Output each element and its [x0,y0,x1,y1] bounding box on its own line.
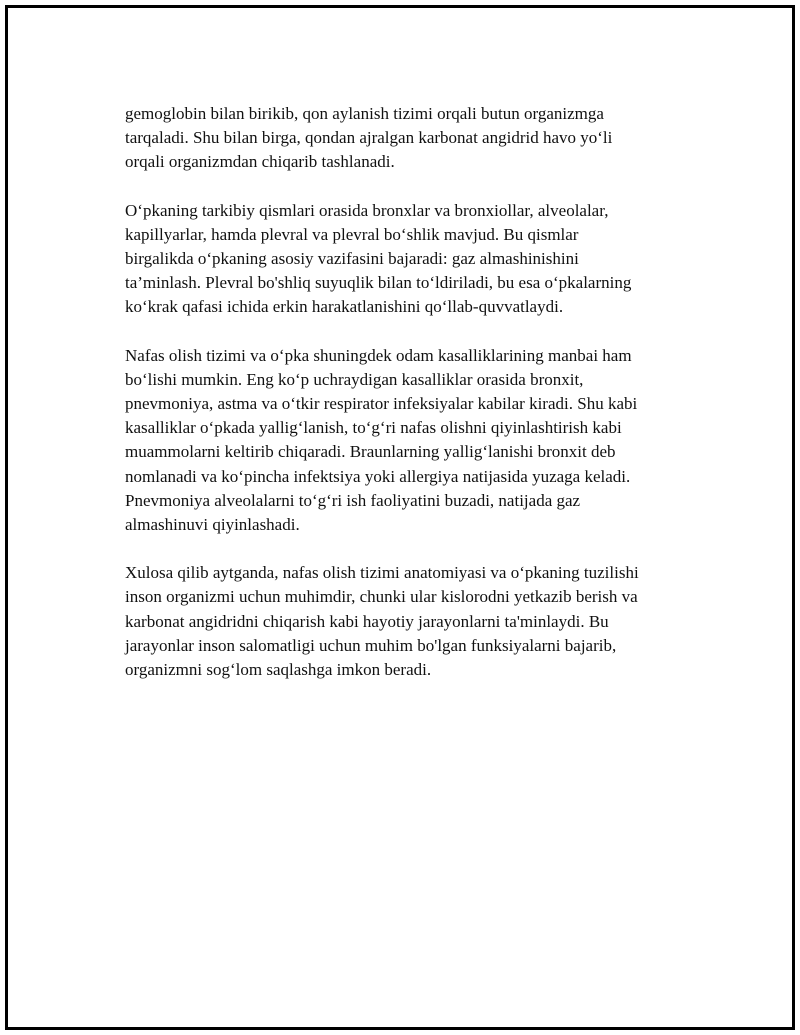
text-line: gemoglobin bilan birikib, qon aylanish tizimi orqali butun organizmga [125,104,604,123]
text-line: kapillyarlar, hamda plevral va plevral bo‘shlik mavjud. Bu qismlar [125,224,579,244]
text-line: organizmni sog‘lom saqlashga imkon beradi. [125,660,432,680]
text-line: almashinuvi qiyinlashadi. [125,515,300,535]
text-line: Nafas olish tizimi va o‘pka shuningdek odam kasalliklarining manbai ham [125,345,632,365]
paragraph-3 [125,344,705,538]
text-line: karbonat angidridni chiqarish kabi hayotiy jarayonlarni ta'minlaydi. Bu [125,611,609,631]
paragraph-4 [125,561,705,682]
text-line: O‘pkaning tarkibiy qismlari orasida bronxlar va bronxiollar, alveolalar, [125,200,609,220]
document-body [125,102,705,706]
text-line: kasalliklar o‘pkada yallig‘lanish, to‘g‘ri nafas olishni qiyinlashtirish kabi [125,418,622,438]
text-line: ko‘krak qafasi ichida erkin harakatlanishini qo‘llab-quvvatlaydi. [125,297,564,317]
text-line: birgalikda o‘pkaning asosiy vazifasini bajaradi: gaz almashinishini [125,249,579,269]
text-line: orqali organizmdan chiqarib tashlanadi. [125,152,395,172]
text-line: bo‘lishi mumkin. Eng ko‘p uchraydigan kasalliklar orasida bronxit, [125,369,584,389]
text-line: muammolarni keltirib chiqaradi. Braunlarning yallig‘lanishi bronxit deb [125,442,616,462]
page-frame [5,5,795,1030]
text-line: jarayonlar inson salomatligi uchun muhim bo'lgan funksiyalarni bajarib, [125,635,617,655]
text-line: inson organizmi uchun muhimdir, chunki ular kislorodni yetkazib berish va [125,587,638,607]
text-line: tarqaladi. Shu bilan birga, qondan ajralgan karbonat angidrid havo yo‘li [125,128,613,148]
text-line: ta’minlash. Plevral bo'shliq suyuqlik bilan to‘ldiriladi, bu esa o‘pkalarning [125,273,632,293]
text-line: Xulosa qilib aytganda, nafas olish tizimi anatomiyasi va o‘pkaning tuzilishi [125,563,639,583]
text-line: Pnevmoniya alveolalarni to‘g‘ri ish faoliyatini buzadi, natijada gaz [125,490,581,510]
paragraph-1 [125,102,705,175]
paragraph-2 [125,199,705,320]
text-line: pnevmoniya, astma va o‘tkir respirator infeksiyalar kabilar kiradi. Shu kabi [125,394,638,414]
text-line: nomlanadi va ko‘pincha infektsiya yoki allergiya natijasida yuzaga keladi. [125,466,631,486]
